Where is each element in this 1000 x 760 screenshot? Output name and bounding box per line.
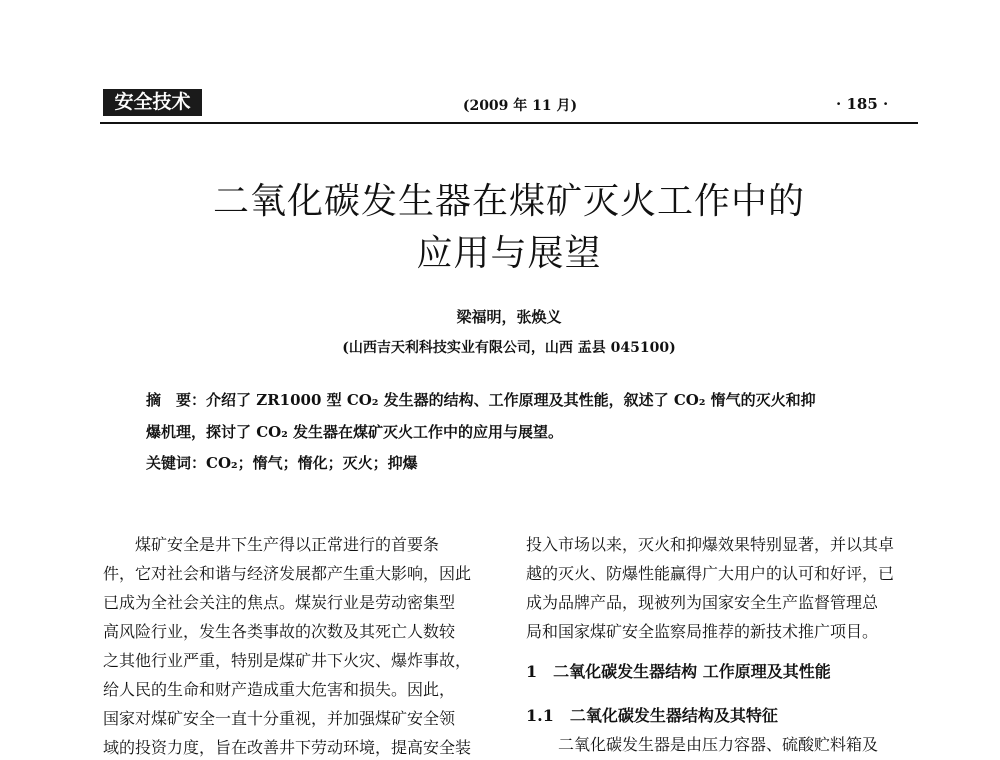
abstract-line-2: 爆机理，探讨了 CO₂ 发生器在煤矿灭火工作中的应用与展望。 xyxy=(146,423,564,441)
keywords-label: 关键词： xyxy=(146,454,207,472)
left-column-line: 高风险行业，发生各类事故的次数及其死亡人数较 xyxy=(103,622,456,641)
left-column-line: 件，它对社会和谐与经济发展都产生重大影响，因此 xyxy=(103,564,472,583)
right-column-line: 越的灭火、防爆性能赢得广大用户的认可和好评，已 xyxy=(526,564,895,583)
left-column-line: 给人民的生命和财产造成重大危害和损失。因此， xyxy=(103,680,456,699)
issue-date: (2009 年 11 月) xyxy=(462,98,578,114)
left-column-line: 已成为全社会关注的焦点。煤炭行业是劳动密集型 xyxy=(103,593,456,612)
right-column-line: 投入市场以来，灭火和抑爆效果特别显著，并以其卓 xyxy=(526,535,895,554)
keywords-text: CO₂；惰气；惰化；灭火；抑爆 xyxy=(206,454,418,472)
abstract-text-1: 介绍了 ZR1000 型 CO₂ 发生器的结构、工作原理及其性能，叙述了 CO₂ 惰气的灭火和抑 xyxy=(206,391,816,409)
section-1-heading: 1 二氧化碳发生器结构 工作原理及其性能 xyxy=(526,662,831,681)
right-column-line: 二氧化碳发生器是由压力容器、硫酸贮料箱及 xyxy=(526,735,879,754)
section-badge: 安全技术 xyxy=(103,89,202,116)
keywords xyxy=(146,452,418,473)
article-title-line-2: 应用与展望 xyxy=(416,233,602,274)
authors: 梁福明，张焕义 xyxy=(456,308,562,326)
page-number: · 185 · xyxy=(836,95,889,113)
left-column-line: 之其他行业严重，特别是煤矿井下火灾、爆炸事故， xyxy=(103,651,472,670)
section-1-1-heading: 1.1 二氧化碳发生器结构及其特征 xyxy=(526,706,778,725)
abstract-line-1 xyxy=(146,389,876,410)
header-rule xyxy=(100,122,918,124)
right-column-line: 局和国家煤矿安全监察局推荐的新技术推广项目。 xyxy=(526,622,879,641)
affiliation: (山西吉天利科技实业有限公司，山西 盂县 045100) xyxy=(342,340,676,356)
left-column-line: 煤矿安全是井下生产得以正常进行的首要条 xyxy=(103,535,440,554)
abstract-label: 摘 要： xyxy=(146,391,207,409)
left-column-line: 域的投资力度，旨在改善井下劳动环境，提高安全装 xyxy=(103,738,472,757)
article-title-line-1: 二氧化碳发生器在煤矿灭火工作中的 xyxy=(212,181,805,222)
right-column-line: 成为品牌产品，现被列为国家安全生产监督管理总 xyxy=(526,593,879,612)
left-column-line: 国家对煤矿安全一直十分重视，并加强煤矿安全领 xyxy=(103,709,456,728)
